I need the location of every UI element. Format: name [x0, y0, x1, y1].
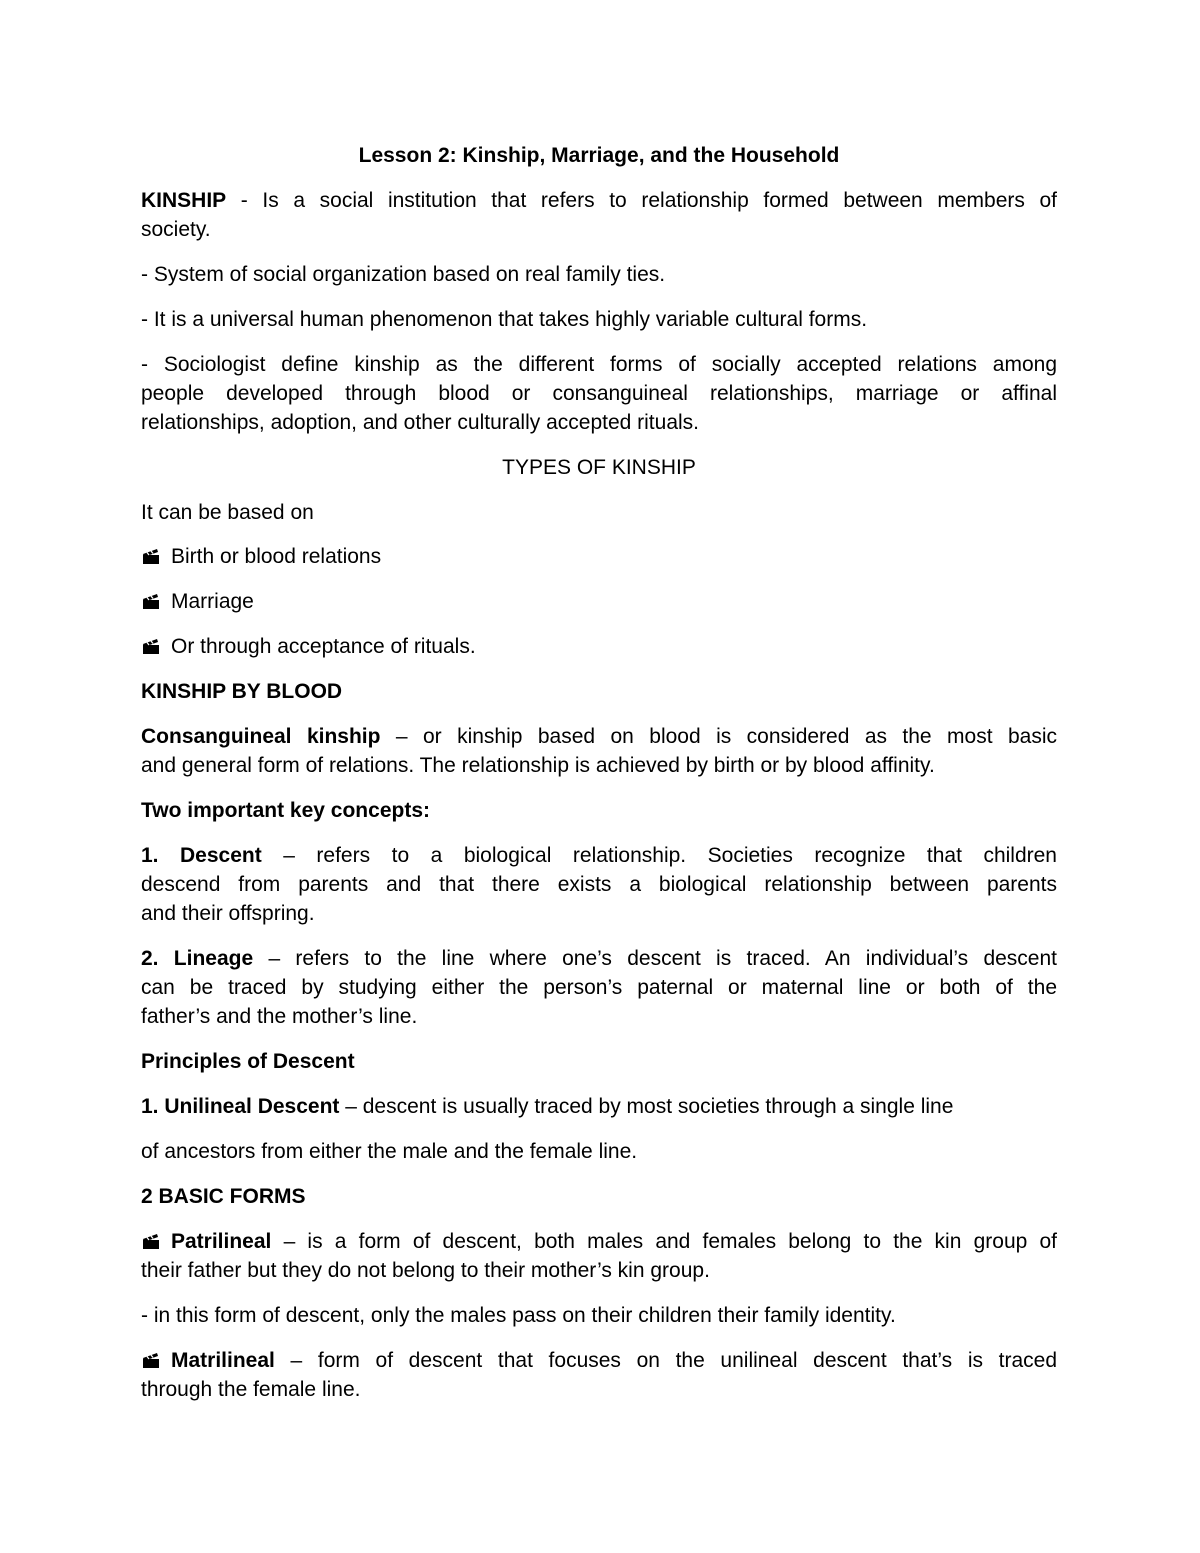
kinship-point: people developed through blood or consanguineal relationships, marriage or affinal	[141, 382, 1057, 405]
types-list-item: Birth or blood relations	[141, 542, 1057, 572]
descent-line1: 1. Descent – refers to a biological relationship. Societies recognize that children	[141, 844, 1057, 867]
lineage-line2: can be traced by studying either the person’s paternal or maternal line or both of the	[141, 976, 1057, 999]
page-title: Lesson 2: Kinship, Marriage, and the Household	[358, 144, 840, 167]
descent-line3: and their offspring.	[141, 902, 315, 925]
matrilineal-line1: Matrilineal – form of descent that focuses on the unilineal descent that’s is traced	[141, 1346, 1057, 1376]
unilineal-line2: of ancestors from either the male and the female line.	[141, 1140, 638, 1163]
kinship-point: relationships, adoption, and other culturally accepted rituals.	[141, 411, 699, 434]
consanguineal-line1: Consanguineal kinship – or kinship based on blood is considered as the most basic	[141, 725, 1057, 748]
kinship-definition-line1: KINSHIP - Is a social institution that refers to relationship formed between members of	[141, 189, 1057, 212]
unilineal-line1: 1. Unilineal Descent – descent is usually traced by most societies through a single line	[141, 1095, 954, 1118]
consanguineal-line2: and general form of relations. The relationship is achieved by birth or by blood affinity.	[141, 754, 935, 777]
kinship-point: - System of social organization based on real family ties.	[141, 263, 666, 286]
kinship-point: - It is a universal human phenomenon that takes highly variable cultural forms.	[141, 308, 868, 331]
matrilineal-line2: through the female line.	[141, 1378, 361, 1401]
patrilineal-line3: - in this form of descent, only the males pass on their children their family identity.	[141, 1304, 896, 1327]
types-heading: TYPES OF KINSHIP	[502, 456, 696, 479]
lineage-line1: 2. Lineage – refers to the line where one’s descent is traced. An individual’s descent	[141, 947, 1057, 970]
lineage-line3: father’s and the mother’s line.	[141, 1005, 418, 1028]
types-list-item: Or through acceptance of rituals.	[141, 632, 1057, 662]
types-list-item: Marriage	[141, 587, 1057, 617]
forms-heading: 2 BASIC FORMS	[141, 1185, 306, 1208]
kinship-point: - Sociologist define kinship as the different forms of socially accepted relations among	[141, 353, 1057, 376]
descent-line2: descend from parents and that there exists a biological relationship between parents	[141, 873, 1057, 896]
patrilineal-line2: their father but they do not belong to their mother’s kin group.	[141, 1259, 710, 1282]
key-concepts-heading: Two important key concepts:	[141, 799, 430, 822]
types-intro: It can be based on	[141, 501, 314, 524]
blood-heading: KINSHIP BY BLOOD	[141, 680, 343, 703]
kinship-definition-line2: society.	[141, 218, 211, 241]
patrilineal-line1: Patrilineal – is a form of descent, both males and females belong to the kin group of	[141, 1227, 1057, 1257]
principles-heading: Principles of Descent	[141, 1050, 355, 1073]
